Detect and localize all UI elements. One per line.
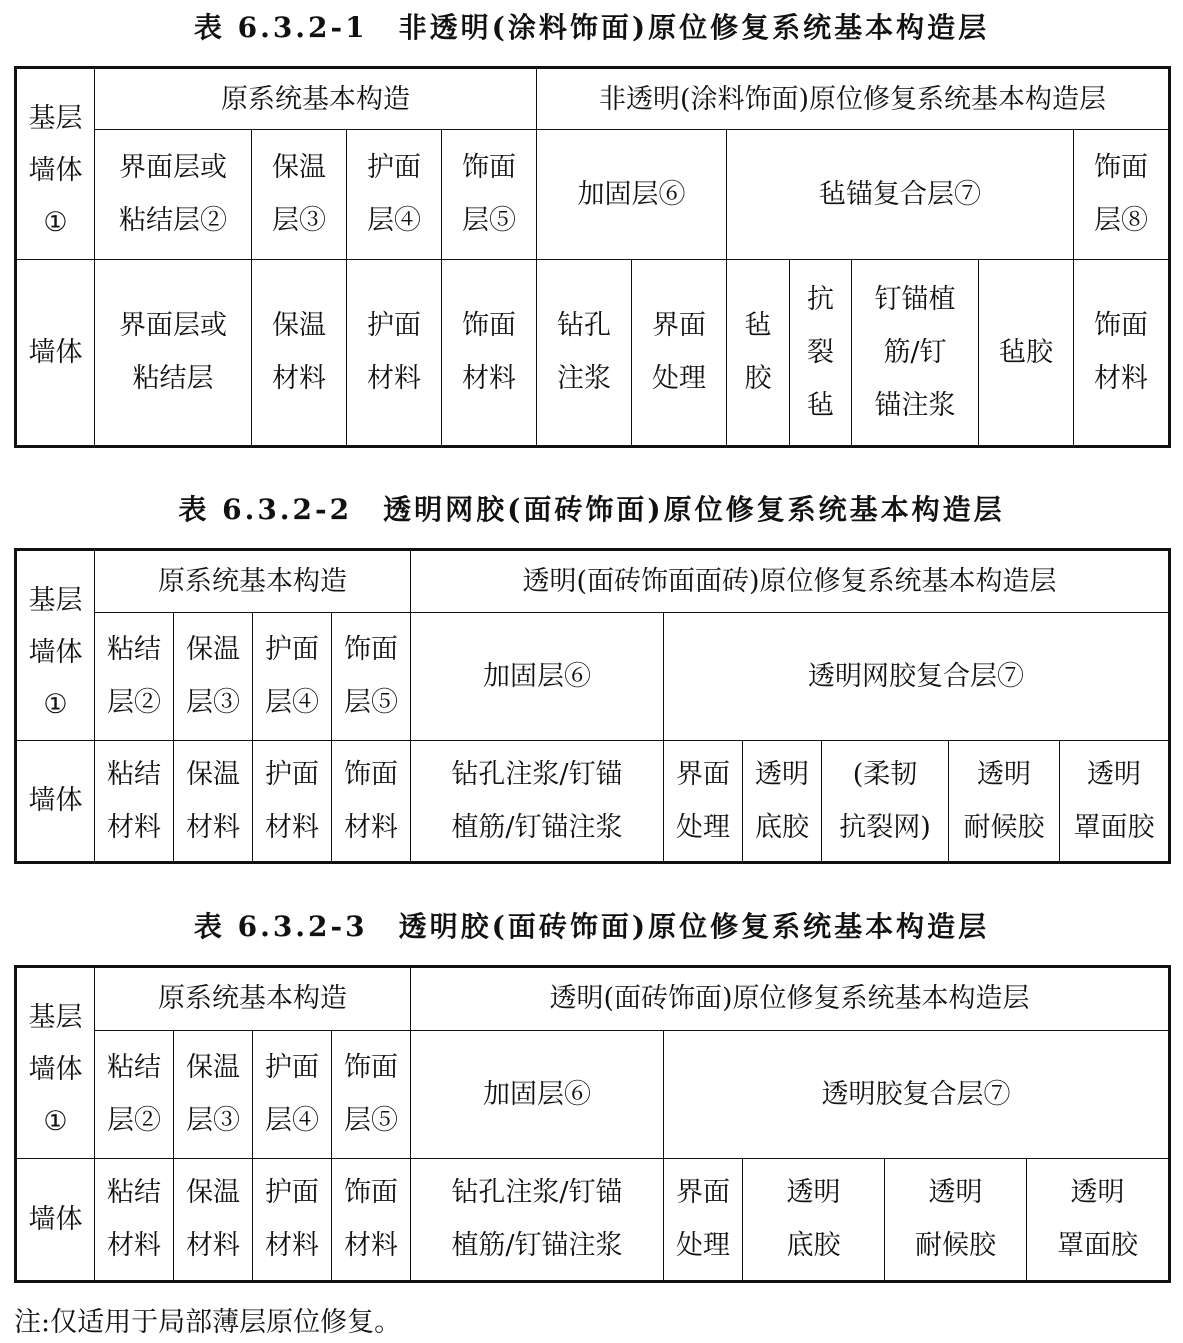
t2-flexible-anti-crack-mesh: (柔韧 抗裂网) xyxy=(822,740,949,862)
t1-protective-layer: 护面 层④ xyxy=(347,130,442,259)
t3-interface-treatment: 界面 处理 xyxy=(664,1158,743,1281)
t2-interface-treatment: 界面 处理 xyxy=(664,740,743,862)
t1-insulation-layer: 保温 层③ xyxy=(252,130,347,259)
t3-base-wall-header: 基层 墙体 ① xyxy=(16,967,95,1159)
t1-wall: 墙体 xyxy=(16,259,95,447)
t2-repair-system-header: 透明(面砖饰面面砖)原位修复系统基本构造层 xyxy=(411,550,1170,613)
t2-insulation-layer: 保温 层③ xyxy=(174,612,253,740)
t2-wall: 墙体 xyxy=(16,740,95,862)
t2-transparent-mesh-glue-layer: 透明网胶复合层⑦ xyxy=(664,612,1170,740)
t3-finish-material: 饰面 材料 xyxy=(332,1158,411,1281)
t3-drill-grouting-anchor: 钻孔注浆/钉锚 植筋/钉锚注浆 xyxy=(411,1158,664,1281)
t1-original-system-header: 原系统基本构造 xyxy=(95,68,537,130)
t3-protective-layer: 护面 层④ xyxy=(253,1030,332,1158)
t1-insulation-material: 保温 材料 xyxy=(252,259,347,447)
t1-felt-glue: 毡 胶 xyxy=(727,259,790,447)
t3-bonding-layer: 粘结 层② xyxy=(95,1030,174,1158)
t3-finish-layer: 饰面 层⑤ xyxy=(332,1030,411,1158)
t3-original-system-header: 原系统基本构造 xyxy=(95,967,411,1031)
table1-caption: 表 6.3.2-1 非透明(涂料饰面)原位修复系统基本构造层 xyxy=(193,11,990,44)
t1-felt-anchor-composite-layer: 毡锚复合层⑦ xyxy=(727,130,1074,259)
t1-drill-grouting: 钻孔 注浆 xyxy=(537,259,632,447)
t1-new-finish-layer: 饰面 层⑧ xyxy=(1074,130,1170,259)
t3-transparent-primer: 透明 底胶 xyxy=(743,1158,885,1281)
t1-protective-material: 护面 材料 xyxy=(347,259,442,447)
t3-repair-system-header: 透明(面砖饰面)原位修复系统基本构造层 xyxy=(411,967,1170,1031)
t2-drill-grouting-anchor: 钻孔注浆/钉锚 植筋/钉锚注浆 xyxy=(411,740,664,862)
t2-protective-layer: 护面 层④ xyxy=(253,612,332,740)
t1-anchor-bar-grouting: 钉锚植 筋/钉 锚注浆 xyxy=(852,259,979,447)
t1-finish-layer: 饰面 层⑤ xyxy=(442,130,537,259)
t1-new-finish-material: 饰面 材料 xyxy=(1074,259,1170,447)
t3-insulation-layer: 保温 层③ xyxy=(174,1030,253,1158)
t1-reinforcement-layer: 加固层⑥ xyxy=(537,130,727,259)
t2-finish-layer: 饰面 层⑤ xyxy=(332,612,411,740)
t2-protective-material: 护面 材料 xyxy=(253,740,332,862)
table2 xyxy=(14,548,1171,864)
t2-reinforcement-layer: 加固层⑥ xyxy=(411,612,664,740)
table2-caption: 表 6.3.2-2 透明网胶(面砖饰面)原位修复系统基本构造层 xyxy=(178,493,1005,526)
footnote: 注:仅适用于局部薄层原位修复。 xyxy=(14,1307,402,1338)
t2-base-wall-header: 基层 墙体 ① xyxy=(16,550,95,741)
t2-insulation-material: 保温 材料 xyxy=(174,740,253,862)
t1-interface-layer: 界面层或 粘结层② xyxy=(95,130,252,259)
t3-transparent-weather-glue: 透明 耐候胶 xyxy=(885,1158,1027,1281)
t2-original-system-header: 原系统基本构造 xyxy=(95,550,411,613)
table1 xyxy=(14,66,1171,448)
t3-transparent-glue-layer: 透明胶复合层⑦ xyxy=(664,1030,1170,1158)
t2-transparent-topcoat: 透明 罩面胶 xyxy=(1060,740,1170,862)
t1-interface-material: 界面层或 粘结层 xyxy=(95,259,252,447)
t1-finish-material: 饰面 材料 xyxy=(442,259,537,447)
t1-repair-system-header: 非透明(涂料饰面)原位修复系统基本构造层 xyxy=(537,68,1170,130)
t1-felt-glue-2: 毡胶 xyxy=(979,259,1074,447)
t2-finish-material: 饰面 材料 xyxy=(332,740,411,862)
t2-bonding-material: 粘结 材料 xyxy=(95,740,174,862)
t3-insulation-material: 保温 材料 xyxy=(174,1158,253,1281)
t1-interface-treatment: 界面 处理 xyxy=(632,259,727,447)
t2-transparent-weather-glue: 透明 耐候胶 xyxy=(949,740,1060,862)
t3-protective-material: 护面 材料 xyxy=(253,1158,332,1281)
table3 xyxy=(14,965,1171,1283)
t2-transparent-primer: 透明 底胶 xyxy=(743,740,822,862)
t3-transparent-topcoat: 透明 罩面胶 xyxy=(1027,1158,1170,1281)
t3-bonding-material: 粘结 材料 xyxy=(95,1158,174,1281)
table3-caption: 表 6.3.2-3 透明胶(面砖饰面)原位修复系统基本构造层 xyxy=(193,910,990,943)
t3-wall: 墙体 xyxy=(16,1158,95,1281)
t2-bonding-layer: 粘结 层② xyxy=(95,612,174,740)
t1-base-wall-header: 基层 墙体 ① xyxy=(16,68,95,260)
t1-anti-crack-felt: 抗 裂 毡 xyxy=(790,259,852,447)
t3-reinforcement-layer: 加固层⑥ xyxy=(411,1030,664,1158)
